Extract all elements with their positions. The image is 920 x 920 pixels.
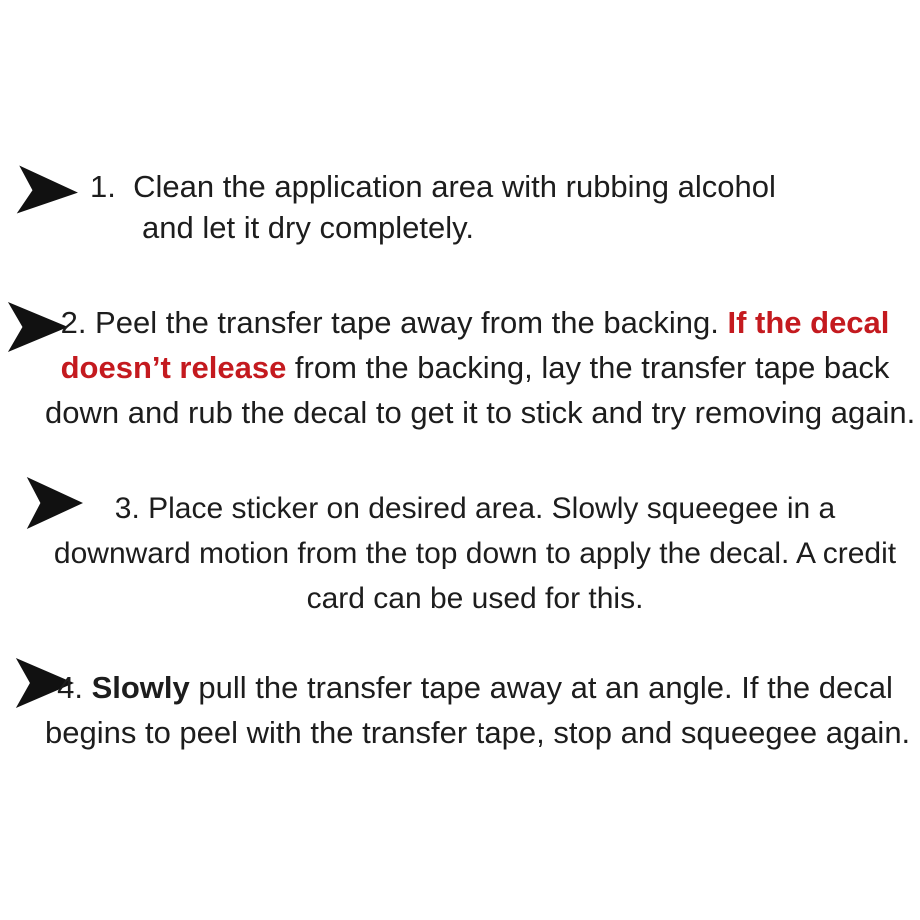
text-segment: down and rub the decal to get it to stick and try removing again. (45, 395, 916, 430)
text-segment: and let it dry completely. (142, 210, 474, 245)
instruction-line (45, 390, 916, 435)
instruction-line (45, 486, 905, 531)
step-text-2 (45, 300, 916, 435)
text-segment: pull the transfer tape away at an angle. If the decal (189, 670, 893, 705)
text-segment: card can be used for this. (306, 582, 644, 615)
arrowhead-right-icon (15, 165, 79, 216)
instruction-line (45, 300, 905, 345)
text-segment: downward motion from the top down to apply the decal. A credit (53, 537, 897, 570)
step-text-1 (90, 166, 776, 248)
instruction-line (45, 710, 911, 755)
step-text-4 (45, 665, 911, 755)
instruction-line (45, 345, 905, 390)
text-segment: 4. (57, 670, 92, 705)
emphasis-segment: Slowly (91, 670, 190, 705)
text-segment: begins to peel with the transfer tape, stop and squeegee again. (45, 715, 911, 750)
step-text-3 (45, 486, 905, 621)
emphasis-segment: If the decal (727, 305, 890, 340)
text-segment: from the backing, lay the transfer tape back (286, 350, 890, 385)
text-segment: 2. Peel the transfer tape away from the backing. (60, 305, 728, 340)
text-segment: 1. Clean the application area with rubbing alcohol (90, 169, 776, 204)
instruction-line (90, 207, 776, 248)
instruction-line (45, 576, 905, 621)
emphasis-segment: doesn’t release (60, 350, 287, 385)
text-segment: 3. Place sticker on desired area. Slowly squeegee in a (114, 492, 836, 525)
instruction-line (45, 531, 905, 576)
instruction-line (90, 166, 776, 207)
instruction-line (45, 665, 905, 710)
